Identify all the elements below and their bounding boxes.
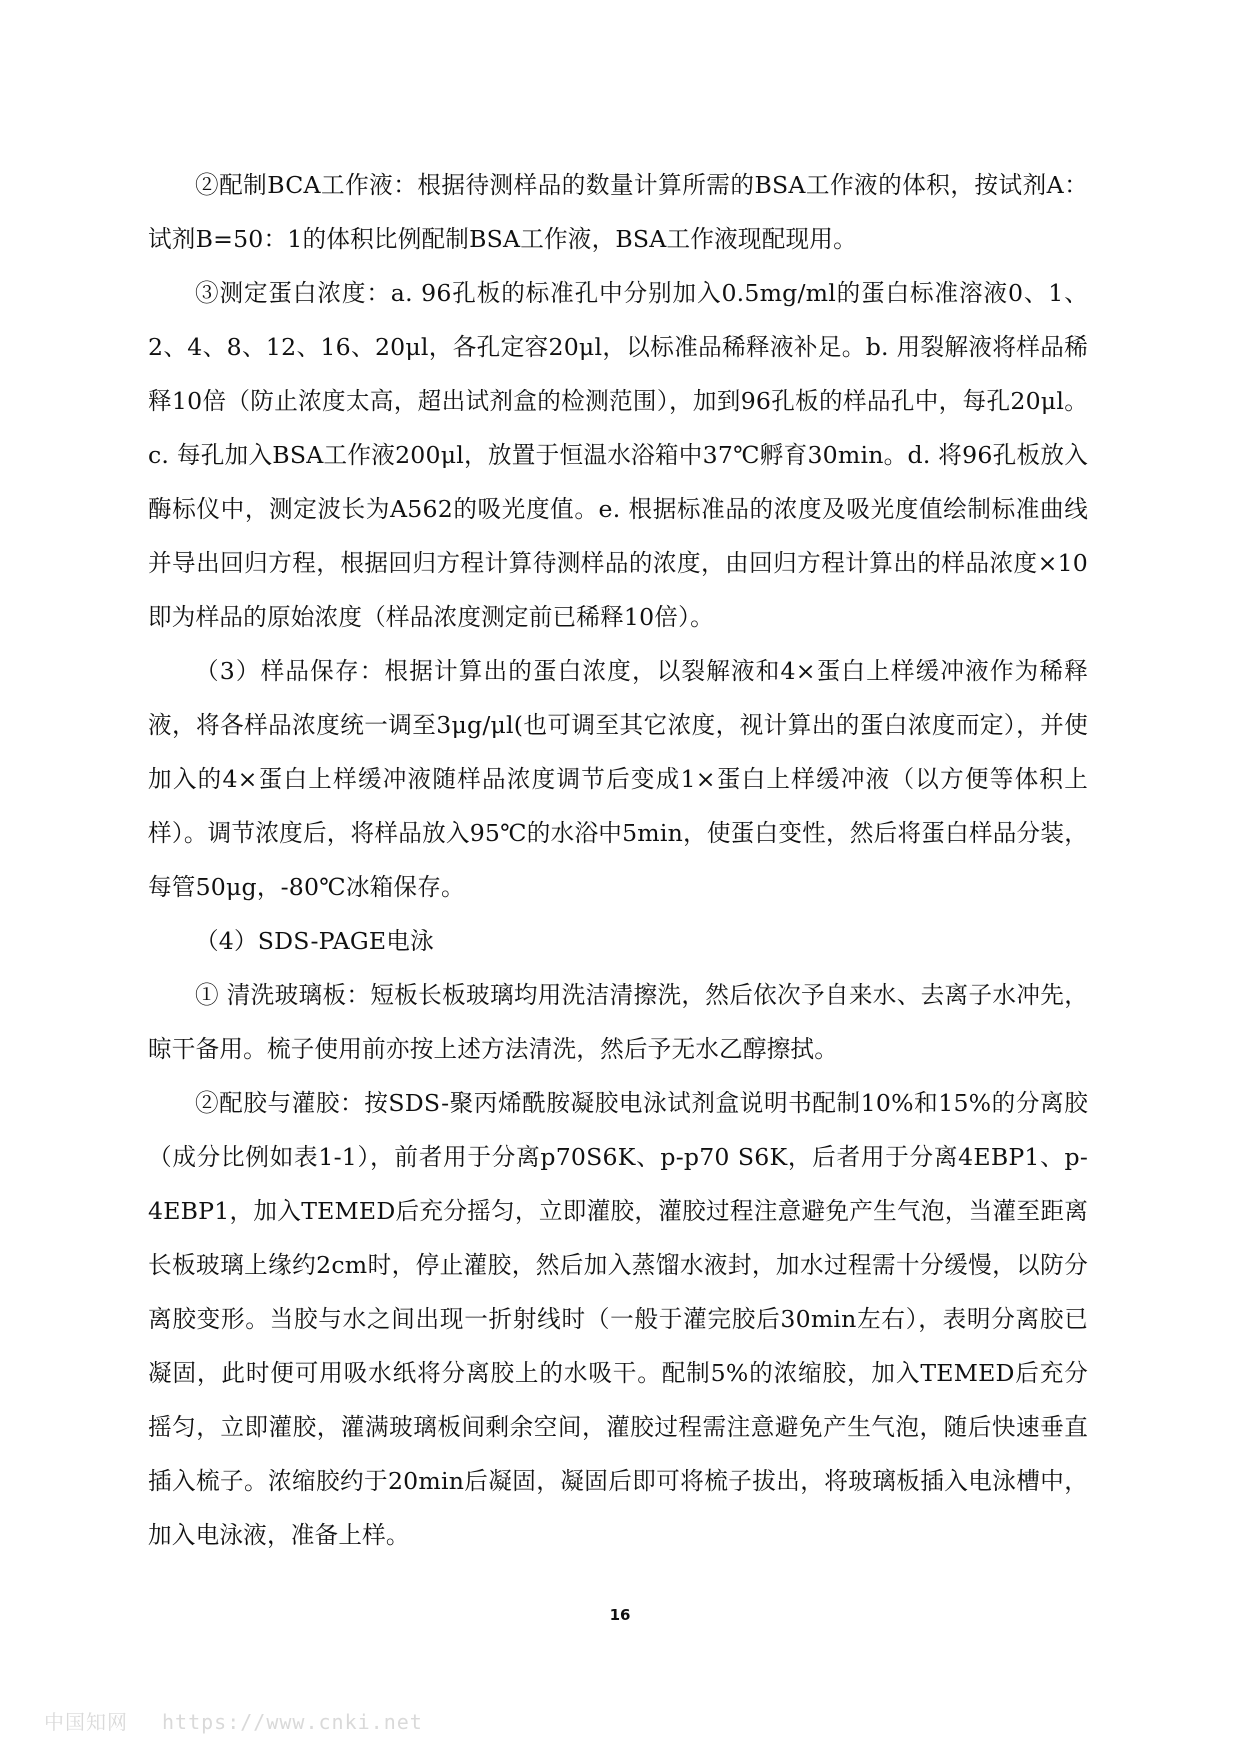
section-heading-sds-page: （4）SDS-PAGE电泳 xyxy=(195,927,434,955)
page-content xyxy=(148,158,1088,1562)
paragraph-bca-working-solution: ②配制BCA工作液：根据待测样品的数量计算所需的BSA工作液的体积，按试剂A：试剂B=50：1的体积比例配制BSA工作液，BSA工作液现配现用。 xyxy=(148,171,1088,253)
watermark-url: https://www.cnki.net xyxy=(162,1710,423,1734)
watermark-site-name: 中国知网 xyxy=(44,1710,128,1734)
paragraph-protein-concentration: ③测定蛋白浓度：a. 96孔板的标准孔中分别加入0.5mg/ml的蛋白标准溶液0、1、2、4、8、12、16、20μl，各孔定容20μl，以标准品稀释液补足。b. 用裂解液将样品稀释10倍（防止浓度太高，超出试剂盒的检测范围），加到96孔板的样品孔中，每孔20μl。c. 每孔加入BSA工作液200μl，放置于恒温水浴箱中37℃孵育30min。d. 将96孔板放入酶标仪中，测定波长为A562的吸光度值。e. 根据标准品的浓度及吸光度值绘制标准曲线并导出回归方程，根据回归方程计算待测样品的浓度，由回归方程计算出的样品浓度×10即为样品的原始浓度（样品浓度测定前已稀释10倍）。 xyxy=(148,279,1088,631)
page-number: 16 xyxy=(609,1606,631,1624)
paragraph-gel-preparation: ②配胶与灌胶：按SDS-聚丙烯酰胺凝胶电泳试剂盒说明书配制10%和15%的分离胶（成分比例如表1-1），前者用于分离p70S6K、p-p70 S6K，后者用于分离4EBP1、p-4EBP1，加入TEMED后充分摇匀，立即灌胶，灌胶过程注意避免产生气泡，当灌至距离长板玻璃上缘约2cm时，停止灌胶，然后加入蒸馏水液封，加水过程需十分缓慢，以防分离胶变形。当胶与水之间出现一折射线时（一般于灌完胶后30min左右），表明分离胶已凝固，此时便可用吸水纸将分离胶上的水吸干。配制5%的浓缩胶，加入TEMED后充分摇匀，立即灌胶，灌满玻璃板间剩余空间，灌胶过程需注意避免产生气泡，随后快速垂直插入梳子。浓缩胶约于20min后凝固，凝固后即可将梳子拔出，将玻璃板插入电泳槽中，加入电泳液，准备上样。 xyxy=(148,1089,1088,1549)
paragraph-clean-glass-plates: ① 清洗玻璃板：短板长板玻璃均用洗洁清擦洗，然后依次予自来水、去离子水冲先，晾干备用。梳子使用前亦按上述方法清洗，然后予无水乙醇擦拭。 xyxy=(148,981,1088,1063)
watermark xyxy=(44,1706,423,1735)
paragraph-sample-storage: （3）样品保存：根据计算出的蛋白浓度，以裂解液和4×蛋白上样缓冲液作为稀释液，将各样品浓度统一调至3μg/μl(也可调至其它浓度，视计算出的蛋白浓度而定），并使加入的4×蛋白上样缓冲液随样品浓度调节后变成1×蛋白上样缓冲液（以方便等体积上样）。调节浓度后，将样品放入95℃的水浴中5min，使蛋白变性，然后将蛋白样品分装，每管50μg，-80℃冰箱保存。 xyxy=(148,657,1088,901)
